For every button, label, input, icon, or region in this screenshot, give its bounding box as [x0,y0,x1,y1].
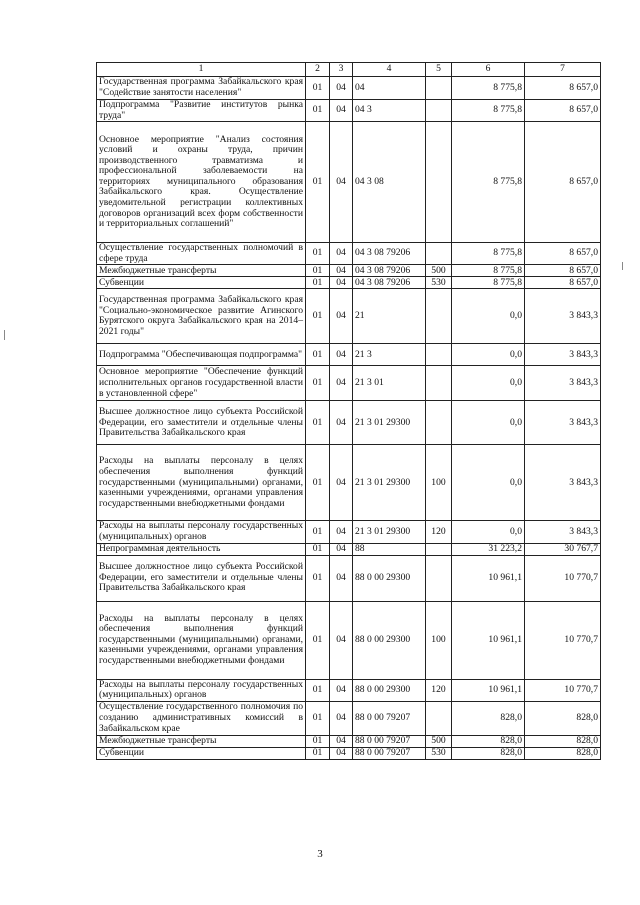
table-header [97,63,601,77]
cell-expense-type [426,289,452,344]
cell-target-article: 21 [353,289,426,344]
header-col-6: 6 [452,63,525,77]
cell-amount-year-1: 0,0 [452,521,525,543]
cell-section: 01 [306,747,330,759]
cell-name: Расходы на выплаты персоналу в целях обеспечения выполнения функций государственными (муниципальными) органами, казенными учреждениями, органами управления государственными внебюджетными фондами [97,601,306,679]
cell-expense-type: 100 [426,601,452,679]
cell-amount-year-2: 8 657,0 [525,277,601,289]
cell-expense-type: 530 [426,277,452,289]
cell-name: Расходы на выплаты персоналу государственных (муниципальных) органов [97,679,306,701]
cell-subsection: 04 [330,401,353,445]
cell-target-article: 88 0 00 29300 [353,555,426,601]
cell-name: Основное мероприятие "Анализ состояния условий и охраны труда, причин производственного травматизма и профессиональной заболеваемости на территориях муниципального образования Забайкальского края. Осуществление уведомительной регистрации коллективных договоров организаций всех форм собственности и территориальных соглашений" [97,122,306,243]
cell-section: 01 [306,77,330,100]
table-row [97,243,601,265]
cell-amount-year-2: 3 843,3 [525,289,601,344]
header-row [97,63,601,77]
page-number: 3 [317,848,323,860]
cell-target-article: 88 [353,543,426,555]
cell-target-article: 04 3 08 [353,122,426,243]
cell-amount-year-2: 8 657,0 [525,77,601,100]
cell-amount-year-1: 0,0 [452,366,525,401]
cell-subsection: 04 [330,122,353,243]
cell-subsection: 04 [330,344,353,366]
cell-subsection: 04 [330,679,353,701]
cell-section: 01 [306,122,330,243]
table-row [97,601,601,679]
scan-edge-mark [4,330,5,340]
table-row [97,521,601,543]
cell-subsection: 04 [330,77,353,100]
cell-amount-year-2: 8 657,0 [525,243,601,265]
cell-name: Высшее должностное лицо субъекта Российской Федерации, его заместители и отдельные члены Правительства Забайкальского края [97,401,306,445]
table-row [97,289,601,344]
cell-name: Осуществление государственных полномочий в сфере труда [97,243,306,265]
table-row [97,265,601,277]
cell-expense-type [426,366,452,401]
budget-table [96,62,601,760]
cell-subsection: 04 [330,366,353,401]
cell-subsection: 04 [330,555,353,601]
cell-amount-year-2: 10 770,7 [525,555,601,601]
cell-name: Субвенции [97,747,306,759]
cell-name: Государственная программа Забайкальского края "Социально-экономическое развитие Агинского Бурятского округа Забайкальского края на 2014–2021 годы" [97,289,306,344]
table-body [97,77,601,760]
cell-name: Межбюджетные трансферты [97,735,306,747]
table-row [97,77,601,100]
cell-section: 01 [306,735,330,747]
cell-section: 01 [306,289,330,344]
table-row [97,701,601,735]
cell-target-article: 21 3 01 29300 [353,521,426,543]
cell-subsection: 04 [330,277,353,289]
cell-subsection: 04 [330,243,353,265]
cell-subsection: 04 [330,701,353,735]
cell-name: Основное мероприятие "Обеспечение функций исполнительных органов государственной власти в установленной сфере" [97,366,306,401]
cell-target-article: 04 3 08 79206 [353,243,426,265]
cell-amount-year-1: 8 775,8 [452,122,525,243]
cell-name: Подпрограмма "Обеспечивающая подпрограмма" [97,344,306,366]
table-row [97,100,601,122]
cell-target-article: 04 3 08 79206 [353,277,426,289]
cell-target-article: 21 3 01 [353,366,426,401]
cell-expense-type [426,122,452,243]
cell-expense-type: 500 [426,265,452,277]
cell-expense-type: 500 [426,735,452,747]
header-col-7: 7 [525,63,601,77]
cell-amount-year-2: 828,0 [525,747,601,759]
cell-target-article: 04 3 08 79206 [353,265,426,277]
cell-amount-year-1: 10 961,1 [452,555,525,601]
cell-section: 01 [306,277,330,289]
cell-expense-type: 530 [426,747,452,759]
cell-section: 01 [306,344,330,366]
cell-name: Высшее должностное лицо субъекта Российской Федерации, его заместители и отдельные члены Правительства Забайкальского края [97,555,306,601]
cell-target-article: 88 0 00 79207 [353,747,426,759]
cell-amount-year-2: 3 843,3 [525,344,601,366]
table-row [97,445,601,521]
cell-expense-type [426,701,452,735]
cell-target-article: 21 3 01 29300 [353,401,426,445]
header-col-5: 5 [426,63,452,77]
cell-amount-year-1: 0,0 [452,289,525,344]
cell-section: 01 [306,521,330,543]
cell-amount-year-2: 8 657,0 [525,122,601,243]
header-col-4: 4 [353,63,426,77]
cell-expense-type [426,243,452,265]
cell-amount-year-1: 8 775,8 [452,277,525,289]
table-row [97,401,601,445]
cell-amount-year-2: 3 843,3 [525,366,601,401]
header-col-3: 3 [330,63,353,77]
cell-section: 01 [306,366,330,401]
cell-subsection: 04 [330,735,353,747]
cell-expense-type: 120 [426,679,452,701]
cell-amount-year-1: 31 223,2 [452,543,525,555]
cell-target-article: 88 0 00 29300 [353,601,426,679]
cell-target-article: 88 0 00 79207 [353,701,426,735]
cell-section: 01 [306,401,330,445]
cell-expense-type: 120 [426,521,452,543]
cell-expense-type [426,555,452,601]
cell-target-article: 04 [353,77,426,100]
cell-amount-year-2: 828,0 [525,701,601,735]
cell-name: Непрограммная деятельность [97,543,306,555]
cell-amount-year-1: 10 961,1 [452,601,525,679]
cell-amount-year-2: 8 657,0 [525,100,601,122]
cell-amount-year-2: 3 843,3 [525,401,601,445]
cell-amount-year-1: 0,0 [452,344,525,366]
cell-amount-year-1: 0,0 [452,401,525,445]
cell-amount-year-1: 828,0 [452,701,525,735]
cell-amount-year-2: 8 657,0 [525,265,601,277]
cell-amount-year-1: 8 775,8 [452,265,525,277]
cell-subsection: 04 [330,747,353,759]
cell-name: Осуществление государственного полномочия по созданию административных комиссий в Забайкальском крае [97,701,306,735]
cell-expense-type [426,401,452,445]
cell-name: Субвенции [97,277,306,289]
table-row [97,122,601,243]
cell-amount-year-1: 8 775,8 [452,77,525,100]
cell-amount-year-2: 828,0 [525,735,601,747]
cell-target-article: 88 0 00 79207 [353,735,426,747]
cell-expense-type [426,100,452,122]
cell-section: 01 [306,265,330,277]
header-col-1: 1 [97,63,306,77]
cell-subsection: 04 [330,445,353,521]
cell-subsection: 04 [330,521,353,543]
cell-amount-year-2: 30 767,7 [525,543,601,555]
cell-target-article: 21 3 01 29300 [353,445,426,521]
cell-amount-year-1: 10 961,1 [452,679,525,701]
table-row [97,366,601,401]
cell-amount-year-1: 828,0 [452,747,525,759]
cell-amount-year-1: 0,0 [452,445,525,521]
table-row [97,747,601,759]
cell-section: 01 [306,543,330,555]
cell-target-article: 21 3 [353,344,426,366]
cell-amount-year-1: 8 775,8 [452,100,525,122]
cell-expense-type: 100 [426,445,452,521]
cell-target-article: 04 3 [353,100,426,122]
cell-name: Расходы на выплаты персоналу в целях обеспечения выполнения функций государственными (муниципальными) органами, казенными учреждениями, органами управления государственными внебюджетными фондами [97,445,306,521]
cell-amount-year-2: 3 843,3 [525,445,601,521]
header-col-2: 2 [306,63,330,77]
cell-expense-type [426,77,452,100]
cell-amount-year-1: 8 775,8 [452,243,525,265]
cell-subsection: 04 [330,543,353,555]
cell-name: Государственная программа Забайкальского края "Содействие занятости населения" [97,77,306,100]
cell-name: Расходы на выплаты персоналу государственных (муниципальных) органов [97,521,306,543]
cell-subsection: 04 [330,265,353,277]
cell-expense-type [426,543,452,555]
cell-section: 01 [306,701,330,735]
cell-section: 01 [306,100,330,122]
cell-amount-year-2: 10 770,7 [525,679,601,701]
cell-amount-year-1: 828,0 [452,735,525,747]
cell-amount-year-2: 3 843,3 [525,521,601,543]
cell-target-article: 88 0 00 29300 [353,679,426,701]
table-row [97,735,601,747]
table-row [97,277,601,289]
cell-section: 01 [306,679,330,701]
cell-subsection: 04 [330,289,353,344]
cell-amount-year-2: 10 770,7 [525,601,601,679]
table-row [97,344,601,366]
table-row [97,543,601,555]
cell-subsection: 04 [330,601,353,679]
cell-name: Межбюджетные трансферты [97,265,306,277]
table-row [97,555,601,601]
cell-section: 01 [306,601,330,679]
cell-expense-type [426,344,452,366]
cell-section: 01 [306,243,330,265]
scan-edge-mark [622,262,623,270]
table-row [97,679,601,701]
cell-section: 01 [306,445,330,521]
cell-name: Подпрограмма "Развитие институтов рынка труда" [97,100,306,122]
cell-subsection: 04 [330,100,353,122]
cell-section: 01 [306,555,330,601]
